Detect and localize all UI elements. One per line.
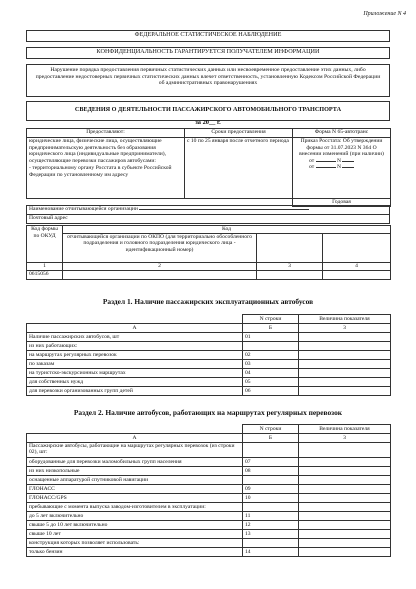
table-row — [27, 485, 391, 494]
s2-col-line: N строки — [243, 425, 299, 434]
who-text-1: юридические лица, физические лица, осуществляющие предпринимательскую деятельность без образования юридического лица (индивидуальные предприниматели), осуществляющие перевозки пассажиров автобусами: — [29, 138, 166, 164]
who-cell — [27, 138, 185, 199]
s2-col-b: Б — [243, 434, 299, 443]
row-label: до 5 лет включительно — [27, 512, 243, 521]
table-row — [27, 443, 391, 458]
row-label: из них работающих: — [27, 342, 243, 351]
row-code: 08 — [243, 467, 299, 476]
row-label: Пассажирские автобусы, работающие на маршрутах регулярных перевозок (из строки 02), шт: — [27, 443, 243, 458]
table-row — [27, 548, 391, 557]
row-value — [299, 539, 391, 548]
row-code: 12 — [243, 521, 299, 530]
col-who: Предоставляют: — [27, 129, 185, 138]
n-field-2[interactable] — [342, 167, 354, 168]
section1-title: Раздел 1. Наличие пассажирских эксплуатационных автобусов — [102, 297, 314, 306]
confidential-table — [26, 47, 390, 59]
org-table — [26, 205, 390, 224]
row-value[interactable] — [299, 530, 391, 539]
row-label: только бензин — [27, 548, 243, 557]
org-address-label: Почтовый адрес — [29, 215, 68, 221]
who-text-2: - территориальному органу Росстата в субъекте Российской Федерации по установленному им адресу — [29, 165, 172, 178]
row-label: на маршрутах регулярных перевозок — [27, 351, 243, 360]
s2-col-value: Величина показателя — [299, 425, 391, 434]
table-row — [27, 467, 391, 476]
order-cell — [293, 138, 391, 199]
table-row — [27, 369, 391, 378]
row-label: свыше 10 лет — [27, 530, 243, 539]
code-col-1: 1 — [27, 263, 63, 271]
row-value — [299, 476, 391, 485]
row-label: из них низкопольные — [27, 467, 243, 476]
ot-field-1[interactable] — [316, 161, 336, 162]
row-value[interactable] — [299, 548, 391, 557]
row-code: 04 — [243, 369, 299, 378]
s1-col-b: Б — [243, 324, 299, 333]
row-code: 11 — [243, 512, 299, 521]
table-row — [27, 458, 391, 467]
code-col-2: 2 — [63, 263, 257, 271]
appendix-label: Приложение N 4 — [363, 11, 406, 17]
n-label-1: N — [336, 157, 342, 164]
row-code: 14 — [243, 548, 299, 557]
codes-table — [26, 225, 391, 280]
row-code — [243, 539, 299, 548]
section1-table — [26, 314, 391, 396]
row-value[interactable] — [299, 494, 391, 503]
row-label: на туристско-экскурсионных маршрутах — [27, 369, 243, 378]
row-code: 09 — [243, 485, 299, 494]
row-code — [243, 476, 299, 485]
s1-col-a: А — [27, 324, 243, 333]
row-value — [299, 342, 391, 351]
row-code — [243, 342, 299, 351]
okud-value: 0615056 — [27, 270, 63, 279]
order-line-1 — [295, 158, 388, 165]
row-value[interactable] — [299, 378, 391, 387]
code-value-4[interactable] — [323, 270, 391, 279]
ot-label-2: от — [309, 164, 315, 171]
ot-field-2[interactable] — [316, 167, 336, 168]
org-name-field[interactable] — [139, 209, 309, 210]
table-row — [27, 360, 391, 369]
okud-label: Код формы по ОКУД — [27, 226, 63, 263]
n-label-2: N — [336, 164, 342, 171]
table-row — [27, 539, 391, 548]
s1-col-value: Величина показателя — [299, 315, 391, 324]
section2-table — [26, 424, 391, 557]
table-row — [27, 494, 391, 503]
row-code — [243, 503, 299, 512]
table-row — [27, 476, 391, 485]
row-label: для перевозки организованных групп детей — [27, 387, 243, 396]
okpo-label: отчитывающейся организации по ОКПО (для территориально обособленного подразделения и головного подразделения юридического лица - идентификационный номер) — [63, 233, 257, 262]
table-row — [27, 503, 391, 512]
row-code: 06 — [243, 387, 299, 396]
row-label: оснащенные аппаратурой спутниковой навигации — [27, 476, 243, 485]
s2-col-3: 3 — [299, 434, 391, 443]
row-value[interactable] — [299, 467, 391, 476]
table-row — [27, 521, 391, 530]
row-label: конструкция которых позволяет использовать: — [27, 539, 243, 548]
violation-table — [26, 64, 390, 97]
periodicity-cell: Годовая — [293, 199, 391, 207]
confidential-notice: КОНФИДЕНЦИАЛЬНОСТЬ ГАРАНТИРУЕТСЯ ПОЛУЧАТЕЛЕМ ИНФОРМАЦИИ — [27, 48, 390, 59]
table-row — [27, 342, 391, 351]
row-code: 02 — [243, 351, 299, 360]
col-deadline: Сроки предоставления — [185, 129, 293, 138]
row-code: 03 — [243, 360, 299, 369]
table-row — [27, 378, 391, 387]
header-table — [26, 30, 390, 42]
row-label: ГЛОНАСС — [27, 485, 243, 494]
row-label: по заказам — [27, 360, 243, 369]
order-line-2 — [295, 164, 388, 171]
row-label: для собственных нужд — [27, 378, 243, 387]
s2-col-a: А — [27, 434, 243, 443]
violation-notice: Нарушение порядка предоставления первичных статистических данных или несвоевременное предоставление этих данных, либо предоставление недостоверных первичных статистических данных влечет ответственность, установленную Кодексом Российской Федерации об административных правонарушениях — [27, 65, 390, 97]
row-value — [299, 503, 391, 512]
table-row — [27, 387, 391, 396]
order-text: Приказ Росстата: Об утверждении формы от 31.07.2023 N 364 О внесении изменений (при наличии) — [299, 138, 384, 158]
row-code: 13 — [243, 530, 299, 539]
table-row — [27, 333, 391, 342]
submission-table — [26, 128, 391, 207]
row-label: оборудованные для перевозки маломобильных групп населения — [27, 458, 243, 467]
code-col-4: 4 — [323, 263, 391, 271]
form-title: СВЕДЕНИЯ О ДЕЯТЕЛЬНОСТИ ПАССАЖИРСКОГО АВТОМОБИЛЬНОГО ТРАНСПОРТА — [27, 102, 390, 121]
row-label: свыше 5 до 10 лет включительно — [27, 521, 243, 530]
table-row — [27, 351, 391, 360]
s1-col-line: N строки — [243, 315, 299, 324]
table-row — [27, 512, 391, 521]
row-value[interactable] — [299, 369, 391, 378]
org-name-label: Наименование отчитывающейся организации — [29, 206, 138, 212]
row-label: пребывающие с момента выпуска заводом-изготовителем в эксплуатации: — [27, 503, 243, 512]
year-line: за 20__ г. — [195, 119, 221, 126]
okpo-value[interactable] — [63, 270, 257, 279]
row-value[interactable] — [299, 360, 391, 369]
col-form: Форма N 65-автотранс — [293, 129, 391, 138]
org-name-row[interactable] — [27, 206, 390, 215]
row-code: 07 — [243, 458, 299, 467]
code-value-3[interactable] — [257, 270, 323, 279]
row-label: ГЛОНАСС/GPS — [27, 494, 243, 503]
deadline-cell: с 10 по 25 января после отчетного периода — [185, 138, 293, 199]
row-value[interactable] — [299, 458, 391, 467]
row-code: 05 — [243, 378, 299, 387]
code-label: Код — [63, 226, 391, 234]
section2-title: Раздел 2. Наличие автобусов, работающих на маршрутах регулярных перевозок — [73, 408, 343, 417]
row-code: 01 — [243, 333, 299, 342]
row-value — [299, 443, 391, 458]
row-value[interactable] — [299, 512, 391, 521]
s1-col-3: 3 — [299, 324, 391, 333]
org-address-row[interactable] — [27, 215, 390, 224]
row-value[interactable] — [299, 387, 391, 396]
row-label: Наличие пассажирских автобусов, шт — [27, 333, 243, 342]
form-title-table — [26, 101, 390, 121]
row-value[interactable] — [299, 351, 391, 360]
row-value[interactable] — [299, 333, 391, 342]
row-value[interactable] — [299, 521, 391, 530]
table-row — [27, 530, 391, 539]
ot-label-1: от — [309, 157, 315, 164]
row-value[interactable] — [299, 485, 391, 494]
n-field-1[interactable] — [342, 161, 354, 162]
code-col-3: 3 — [257, 263, 323, 271]
row-code: 10 — [243, 494, 299, 503]
row-code — [243, 443, 299, 458]
fso-title: ФЕДЕРАЛЬНОЕ СТАТИСТИЧЕСКОЕ НАБЛЮДЕНИЕ — [27, 31, 390, 42]
